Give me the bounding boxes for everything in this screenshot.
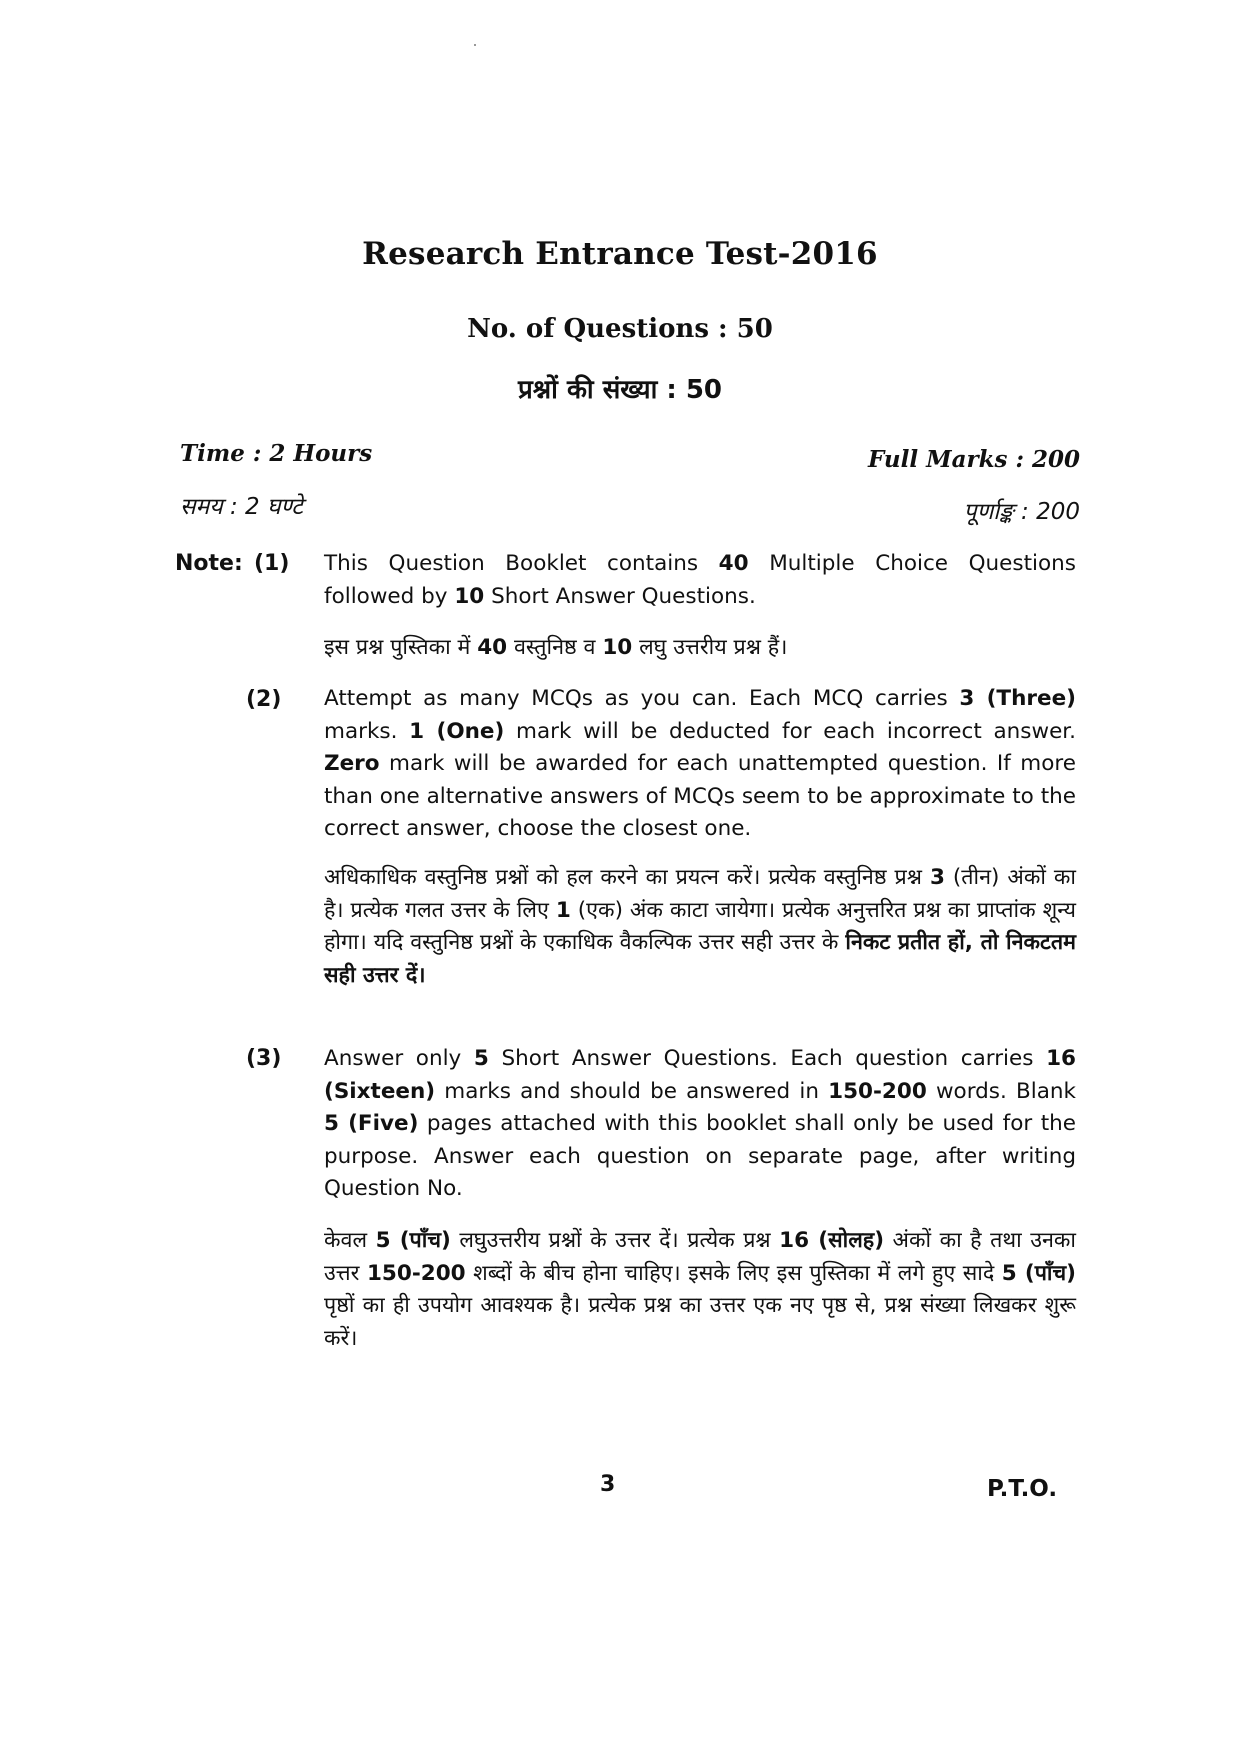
scan-speck: [474, 44, 476, 46]
note-2-english: Attempt as many MCQs as you can. Each MCQ carries 3 (Three) marks. 1 (One) mark will be deducted for each incorrect answer. Zero mark will be awarded for each unattempted question. If more than one alternative answers of MCQs seem to be approximate to the correct answer, choose the closest one.: [324, 686, 1076, 841]
note-number-1: (1): [254, 551, 290, 576]
note-2-hindi: अधिकाधिक वस्तुनिष्ठ प्रश्नों को हल करने का प्रयत्न करें। प्रत्येक वस्तुनिष्ठ प्रश्न 3 (तीन) अंकों का है। प्रत्येक गलत उत्तर के लिए 1 (एक) अंक काटा जायेगा। प्रत्येक अनुत्तरित प्रश्न का प्राप्तांक शून्य होगा। यदि वस्तुनिष्ठ प्रश्नों के एकाधिक वैकल्पिक उत्तर सही उत्तर के निकट प्रतीत हों, तो निकटतम सही उत्तर दें।: [324, 865, 1077, 988]
note-3-hindi: केवल 5 (पाँच) लघुउत्तरीय प्रश्नों के उत्तर दें। प्रत्येक प्रश्न 16 (सोलह) अंकों का है तथा उनका उत्तर 150-200 शब्दों के बीच होना चाहिए। इसके लिए इस पुस्तिका में लगे हुए सादे 5 (पाँच) पृष्ठों का ही उपयोग आवश्यक है। प्रत्येक प्रश्न का उत्तर एक नए पृष्ठ से, प्रश्न संख्या लिखकर शुरू करें।: [324, 1228, 1077, 1351]
note-label: Note:: [175, 551, 243, 576]
note-number-2: (2): [246, 687, 282, 712]
note-1-hindi: इस प्रश्न पुस्तिका में 40 वस्तुनिष्ठ व 10 लघु उत्तरीय प्रश्न हैं।: [324, 635, 788, 660]
pto-label: P.T.O.: [987, 1476, 1058, 1502]
full-marks-hi: पूर्णाङ्क : 200: [963, 499, 1080, 525]
note-number-3: (3): [246, 1046, 282, 1071]
time-en: Time : 2 Hours: [180, 440, 373, 467]
full-marks-en: Full Marks : 200: [867, 446, 1080, 473]
time-hi: समय : 2 घण्टे: [180, 494, 303, 520]
note-1-english: This Question Booklet contains 40 Multiple Choice Questions followed by 10 Short Answer Questions.: [324, 551, 1076, 609]
note-3-english: Answer only 5 Short Answer Questions. Each question carries 16 (Sixteen) marks and should be answered in 150-200 words. Blank 5 (Five) pages attached with this booklet shall only be used for the purpose. Answer each question on separate page, after writing Question No.: [324, 1046, 1076, 1201]
page-number: 3: [600, 1472, 616, 1497]
question-count-hi: प्रश्नों की संख्या : 50: [518, 375, 722, 405]
question-count-en: No. of Questions : 50: [467, 314, 773, 344]
page-title: Research Entrance Test-2016: [362, 236, 878, 272]
